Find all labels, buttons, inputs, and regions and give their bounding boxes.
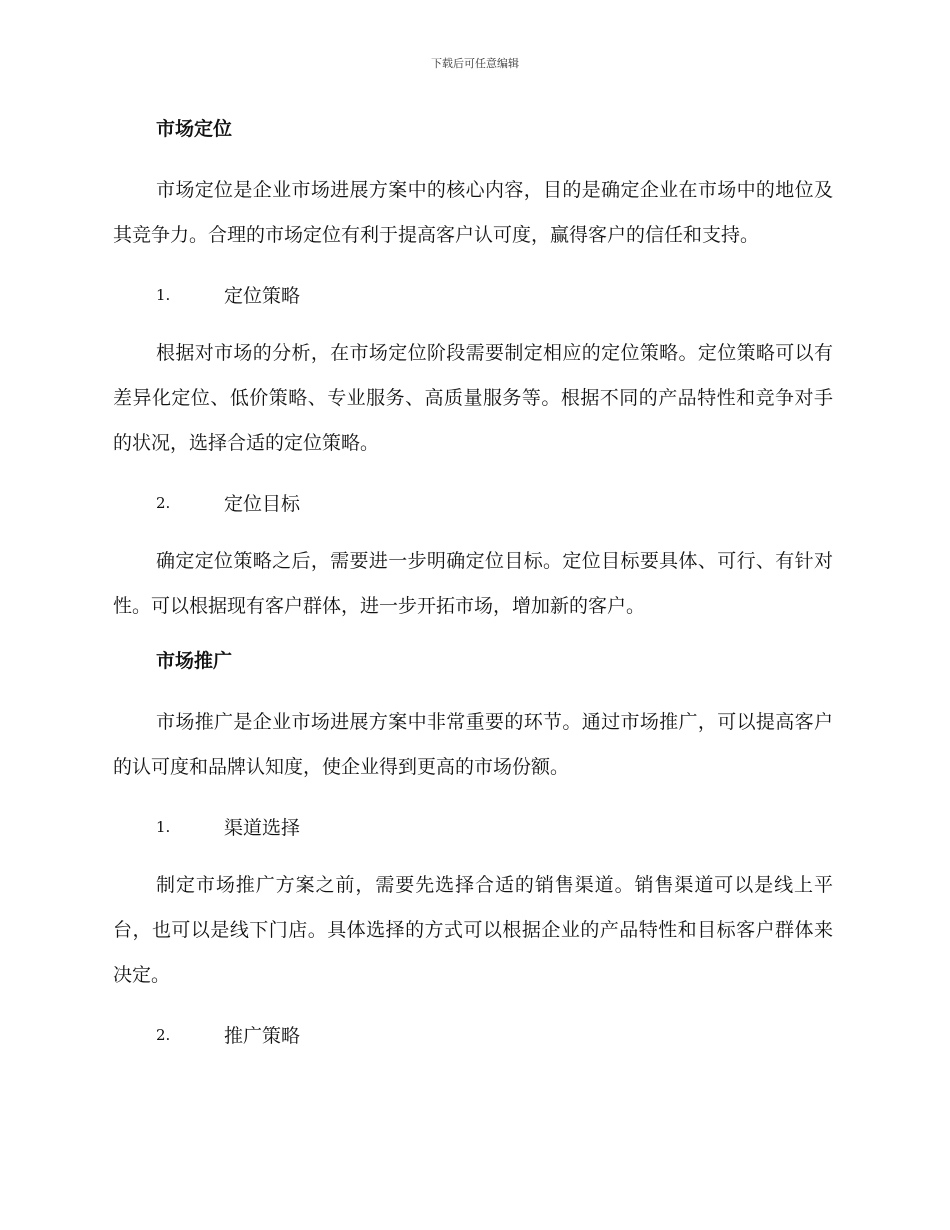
numbered-subheading [156,480,833,525]
numbered-subheading [156,272,833,317]
section-intro-paragraph: 市场推广是企业市场进展方案中非常重要的环节。通过市场推广，可以提高客户的认可度和品牌认知度，使企业得到更高的市场份额。 [113,711,833,778]
item-title: 定位目标 [224,493,301,515]
item-body-paragraph: 确定定位策略之后，需要进一步明确定位目标。定位目标要具体、可行、有针对性。可以根据现有客户群体，进一步开拓市场，增加新的客户。 [113,550,833,617]
section-intro-paragraph: 市场定位是企业市场进展方案中的核心内容，目的是确定企业在市场中的地位及其竞争力。合理的市场定位有利于提高客户认可度，赢得客户的信任和支持。 [113,179,833,246]
header-note: 下载后可任意编辑 [431,57,519,70]
item-title: 渠道选择 [224,817,301,839]
item-body-paragraph: 根据对市场的分析，在市场定位阶段需要制定相应的定位策略。定位策略可以有差异化定位、低价策略、专业服务、高质量服务等。根据不同的产品特性和竞争对手的状况，选择合适的定位策略。 [113,342,833,454]
section-heading-market-promotion: 市场推广 [156,650,233,672]
item-title: 推广策略 [224,1025,301,1047]
item-body-paragraph: 制定市场推广方案之前，需要先选择合适的销售渠道。销售渠道可以是线上平台，也可以是线下门店。具体选择的方式可以根据企业的产品特性和目标客户群体来决定。 [113,874,833,986]
item-title: 定位策略 [224,285,301,307]
item-number: 2. [156,493,171,512]
item-number: 2. [156,1025,171,1044]
numbered-subheading [156,804,833,849]
numbered-subheading [156,1012,833,1057]
document-body [113,112,833,1057]
section-heading-market-positioning: 市场定位 [156,118,233,140]
item-number: 1. [156,817,171,836]
item-number: 1. [156,285,171,304]
